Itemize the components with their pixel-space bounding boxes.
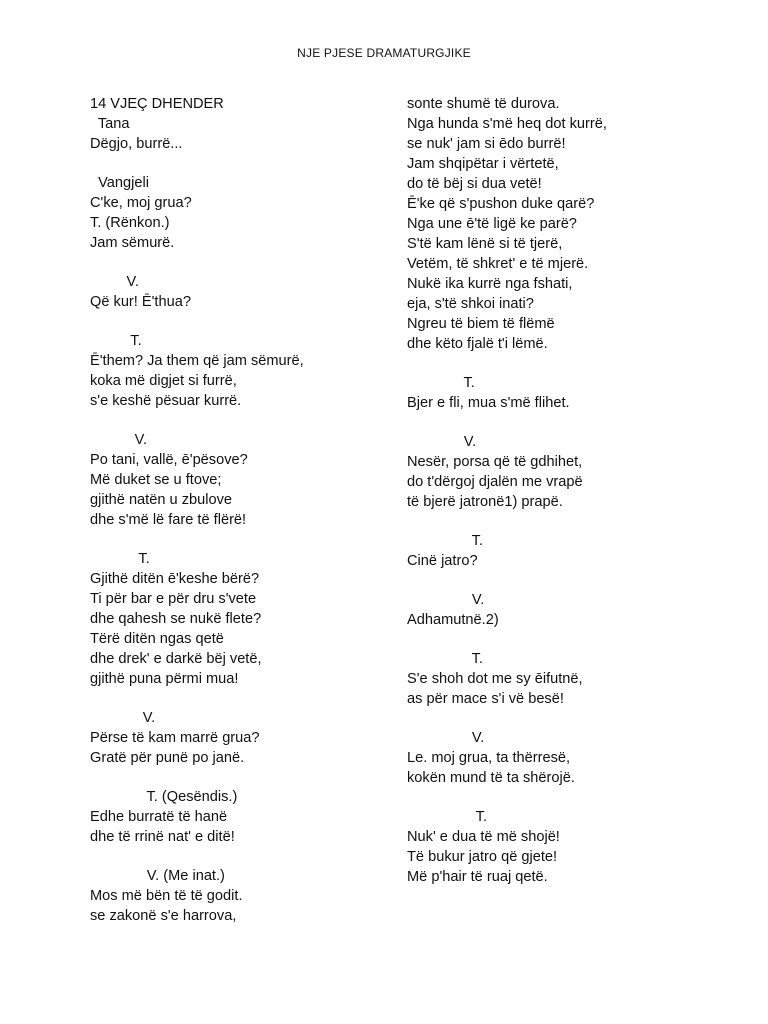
text-line: se zakonë s'e harrova, [90, 908, 237, 924]
text-line: Më duket se u ftove; [90, 472, 222, 488]
stanza [90, 272, 390, 312]
stanza [407, 94, 737, 354]
stanza-gap [407, 512, 737, 531]
text-line: as për mace s'i vë besë! [407, 691, 564, 707]
text-line: eja, s'të shkoi inati? [407, 296, 534, 312]
text-line: Jam shqipëtar i vërtetë, [407, 156, 559, 172]
text-line: T. [90, 333, 142, 349]
text-line: Gjithë ditën ē'keshe bërë? [90, 571, 260, 587]
text-line: Ē'ke që s'pushon duke qarë? [407, 196, 595, 212]
text-line: do t'dërgoj djalën me vrapë [407, 474, 583, 490]
text-line: T. [407, 533, 483, 549]
text-line: gjithë natën u zbulove [90, 492, 232, 508]
text-line: Dëgjo, burrë... [90, 136, 183, 152]
text-line: koka më digjet si furrë, [90, 373, 237, 389]
stanza-gap [90, 689, 390, 708]
text-line: Tana [90, 116, 130, 132]
stanza-gap [407, 630, 737, 649]
text-line: V. (Me inat.) [90, 868, 225, 884]
text-line: gjithë puna përmi mua! [90, 671, 239, 687]
text-line: Që kur! Ē'thua? [90, 294, 191, 310]
stanza-gap [90, 253, 390, 272]
stanza [407, 373, 737, 413]
text-line: V. [90, 710, 156, 726]
text-line: T. [90, 551, 150, 567]
stanza-gap [90, 530, 390, 549]
text-line: C'ke, moj grua? [90, 195, 192, 211]
text-line: s'e keshë pësuar kurrë. [90, 393, 242, 409]
stanza [90, 866, 390, 926]
stanza-gap [407, 709, 737, 728]
text-line: Le. moj grua, ta thërresë, [407, 750, 571, 766]
text-line: S'të kam lënë si të tjerë, [407, 236, 563, 252]
stanza [407, 531, 737, 571]
text-line: Ngreu të biem të flëmë [407, 316, 555, 332]
text-line: Jam sëmurë. [90, 235, 175, 251]
text-line: Mos më bën të të godit. [90, 888, 243, 904]
stanza [90, 430, 390, 530]
text-line: se nuk' jam si ēdo burrë! [407, 136, 566, 152]
text-line: V. [407, 730, 485, 746]
text-line: T. (Rënkon.) [90, 215, 170, 231]
text-line: T. [407, 651, 483, 667]
text-line: Vetëm, të shkret' e të mjerë. [407, 256, 589, 272]
text-line: Nukë ika kurrë nga fshati, [407, 276, 573, 292]
stanza [90, 331, 390, 411]
page-title: NJE PJESE DRAMATURGJIKE [297, 46, 471, 60]
left-text-column [90, 94, 390, 926]
text-line: të bjerë jatronë1) prapë. [407, 494, 563, 510]
right-text-column [407, 94, 737, 887]
text-line: Të bukur jatro që gjete! [407, 849, 558, 865]
text-line: dhe s'më lë fare të flërë! [90, 512, 247, 528]
text-line: Tërë ditën ngas qetë [90, 631, 224, 647]
stanza-gap [90, 847, 390, 866]
text-line: Bjer e fli, mua s'më flihet. [407, 395, 570, 411]
text-line: Po tani, vallë, ē'pësove? [90, 452, 248, 468]
stanza-gap [407, 413, 737, 432]
text-line: kokën mund të ta shërojë. [407, 770, 575, 786]
text-line: 14 VJEÇ DHENDER [90, 96, 224, 112]
text-line: Adhamutnë.2) [407, 612, 499, 628]
text-line: dhe qahesh se nukë flete? [90, 611, 262, 627]
stanza [407, 728, 737, 788]
stanza-gap [90, 411, 390, 430]
stanza-gap [407, 354, 737, 373]
text-line: Përse të kam marrë grua? [90, 730, 260, 746]
text-line: Ē'them? Ja them që jam sëmurë, [90, 353, 304, 369]
text-line: Më p'hair të ruaj qetë. [407, 869, 548, 885]
text-line: V. [407, 592, 485, 608]
text-line: do të bëj si dua vetë! [407, 176, 542, 192]
text-line: Edhe burratë të hanë [90, 809, 228, 825]
text-line: Nuk' e dua të më shojë! [407, 829, 560, 845]
text-line: T. [407, 809, 488, 825]
text-line: Cinë jatro? [407, 553, 478, 569]
stanza-gap [407, 788, 737, 807]
stanza [407, 649, 737, 709]
text-line: V. [90, 432, 148, 448]
text-line: T. (Qesëndis.) [90, 789, 238, 805]
stanza-gap [407, 571, 737, 590]
text-line: Nga hunda s'më heq dot kurrë, [407, 116, 607, 132]
stanza [407, 590, 737, 630]
text-line: S'e shoh dot me sy ēifutnë, [407, 671, 583, 687]
text-line: dhe këto fjalë t'i lëmë. [407, 336, 548, 352]
stanza [407, 432, 737, 512]
text-line: V. [407, 434, 477, 450]
text-line: T. [407, 375, 475, 391]
text-line: Nga une ē'të ligë ke parë? [407, 216, 577, 232]
stanza [90, 173, 390, 253]
stanza-gap [90, 312, 390, 331]
text-line: Gratë për punë po janë. [90, 750, 245, 766]
stanza [90, 708, 390, 768]
text-line: V. [90, 274, 139, 290]
stanza [90, 787, 390, 847]
text-line: sonte shumë të durova. [407, 96, 560, 112]
stanza [90, 94, 390, 154]
stanza [407, 807, 737, 887]
text-line: dhe drek' e darkë bëj vetë, [90, 651, 262, 667]
text-line: Ti për bar e për dru s'vete [90, 591, 257, 607]
text-line: Nesër, porsa që të gdhihet, [407, 454, 583, 470]
text-line: dhe të rrinë nat' e ditë! [90, 829, 235, 845]
stanza [90, 549, 390, 689]
stanza-gap [90, 154, 390, 173]
text-line: Vangjeli [90, 175, 149, 191]
stanza-gap [90, 768, 390, 787]
